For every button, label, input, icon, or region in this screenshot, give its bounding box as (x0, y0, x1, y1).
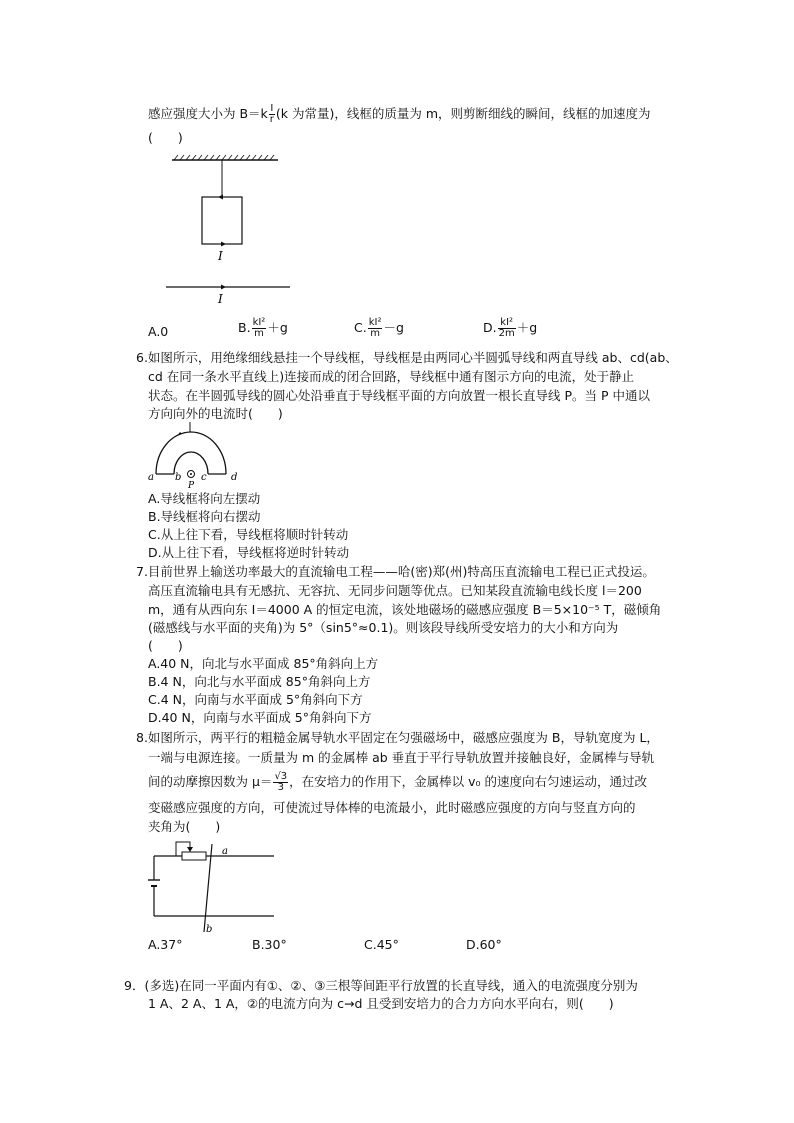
q8-line3-text: 间的动摩擦因数为 μ＝ (148, 774, 273, 789)
q8-label-b: b (206, 924, 213, 935)
q8-line1: 8.如图所示，两平行的粗糙金属导轨水平固定在匀强磁场中，磁感应强度为 B，导轨宽度为 L， (136, 730, 659, 745)
q8-line3-text-2: ，在安培力的作用下，金属棒以 v₀ 的速度向右匀速运动，通过改 (289, 774, 648, 789)
q6-line3: 状态。在半圆弧导线的圆心处沿垂直于导线框平面的方向放置一根长直导线 P。当 P 中通以 (148, 388, 650, 403)
q8-label-a: a (222, 846, 228, 857)
q7-line1: 7.目前世界上输送功率最大的直流输电工程——哈(密)郑(州)特高压直流输电工程已正式投运。 (136, 564, 655, 579)
q5-option-d-label: D. (483, 320, 497, 335)
q6-label-b: b (175, 472, 182, 483)
q5-frac-num: I (270, 103, 274, 114)
q5-option-c-tail: －g (383, 320, 404, 335)
q5-option-b-frac (252, 318, 267, 339)
q6-label-p: P (188, 481, 195, 491)
q8-line5: 夹角为( ) (148, 819, 221, 834)
q5-figure (160, 150, 300, 310)
q8-line3 (148, 772, 647, 793)
q5-stem-line1 (148, 104, 651, 125)
q6-label-d: d (231, 472, 238, 483)
q8-mu-num: √3 (274, 771, 288, 782)
q9-line2: 1 A、2 A、1 A，②的电流方向为 c→d 且受到安培力的合力方向水平向右，则( ) (148, 996, 614, 1011)
q8-line4: 变磁感应强度的方向，可使流过导体棒的电流最小，此时磁感应强度的方向与竖直方向的 (148, 800, 636, 815)
q7-option-a[interactable]: A.40 N，向北与水平面成 85°角斜向上方 (148, 656, 379, 671)
q6-line4: 方向向外的电流时( ) (148, 406, 283, 421)
q5-label-i2: I (218, 292, 223, 306)
q7-line4: (磁感线与水平面的夹角)为 5°（sin5°≈0.1)。则该段导线所受安培力的大小和方向为 (148, 620, 619, 635)
q7-line2: 高压直流输电具有无感抗、无容抗、无同步问题等优点。已知某段直流输电线长度 l＝200 (148, 583, 642, 598)
q5-paren: ( ) (148, 130, 183, 145)
q5-frac-den: r (269, 114, 274, 125)
q6-figure (146, 422, 246, 491)
q6-line2: cd 在同一条水平直线上)连接而成的闭合回路，导线框中通有图示方向的电流，处于静止 (148, 369, 635, 384)
q6-label-a: a (148, 472, 154, 483)
q8-line2: 一端与电源连接。一质量为 m 的金属棒 ab 垂直于平行导轨放置并接触良好，金属棒与导轨 (148, 750, 655, 765)
q5-fraction (269, 104, 275, 125)
q6-option-c[interactable]: C.从上往下看，导线框将顺时针转动 (148, 527, 349, 542)
q8-option-d[interactable]: D.60° (466, 937, 502, 952)
q5-option-b-label: B. (238, 320, 251, 335)
q8-figure (146, 836, 278, 936)
q5-option-b-tail: ＋g (267, 320, 288, 335)
q5-option-b-num: kI² (252, 317, 266, 328)
q7-line5: ( ) (148, 638, 183, 653)
q5-option-c-num: kI² (368, 317, 382, 328)
q5-option-d-den: 2m (498, 328, 515, 339)
q7-option-c[interactable]: C.4 N，向南与水平面成 5°角斜向下方 (148, 692, 363, 707)
q9-line1: 9．(多选)在同一平面内有①、②、③三根等间距平行放置的长直导线，通入的电流强度分别为 (124, 978, 638, 993)
q5-stem-text: 感应强度大小为 B＝k (148, 106, 268, 121)
q5-option-b-den: m (254, 328, 264, 339)
q5-option-c-label: C. (354, 320, 367, 335)
q6-option-a[interactable]: A.导线框将向左摆动 (148, 491, 261, 506)
q5-option-d-frac (498, 318, 516, 339)
q5-option-d[interactable] (483, 318, 537, 339)
q5-option-d-tail: ＋g (516, 320, 538, 335)
q8-option-b[interactable]: B.30° (252, 937, 287, 952)
q5-option-b[interactable] (238, 318, 288, 339)
q6-label-c: c (201, 472, 207, 483)
q6-line1: 6.如图所示，用绝缘细线悬挂一个导线框，导线框是由两同心半圆弧导线和两直导线 ab、cd(ab、 (136, 350, 678, 365)
q5-option-d-num: kI² (498, 318, 516, 329)
q6-option-b[interactable]: B.导线框将向右摆动 (148, 509, 261, 524)
q5-label-i1: I (218, 249, 223, 263)
q6-option-d[interactable]: D.从上往下看，导线框将逆时针转动 (148, 545, 350, 560)
q5-stem-text-2: (k 为常量)，线框的质量为 m，则剪断细线的瞬间，线框的加速度为 (275, 106, 651, 121)
q7-option-b[interactable]: B.4 N，向北与水平面成 85°角斜向上方 (148, 674, 371, 689)
q5-option-c-frac (368, 318, 383, 339)
q8-mu-fraction (273, 772, 288, 793)
q8-mu-den: 3 (277, 782, 284, 793)
q7-line3: m，通有从西向东 I＝4000 A 的恒定电流，该处地磁场的磁感应强度 B＝5×10⁻⁵ T，磁倾角 (148, 602, 662, 617)
q5-option-c[interactable] (354, 318, 404, 339)
q8-option-c[interactable]: C.45° (364, 937, 399, 952)
q7-option-d[interactable]: D.40 N，向南与水平面成 5°角斜向下方 (148, 710, 372, 725)
q5-option-a[interactable]: A.0 (148, 324, 169, 339)
q5-option-c-den: m (370, 328, 380, 339)
q8-option-a[interactable]: A.37° (148, 937, 183, 952)
